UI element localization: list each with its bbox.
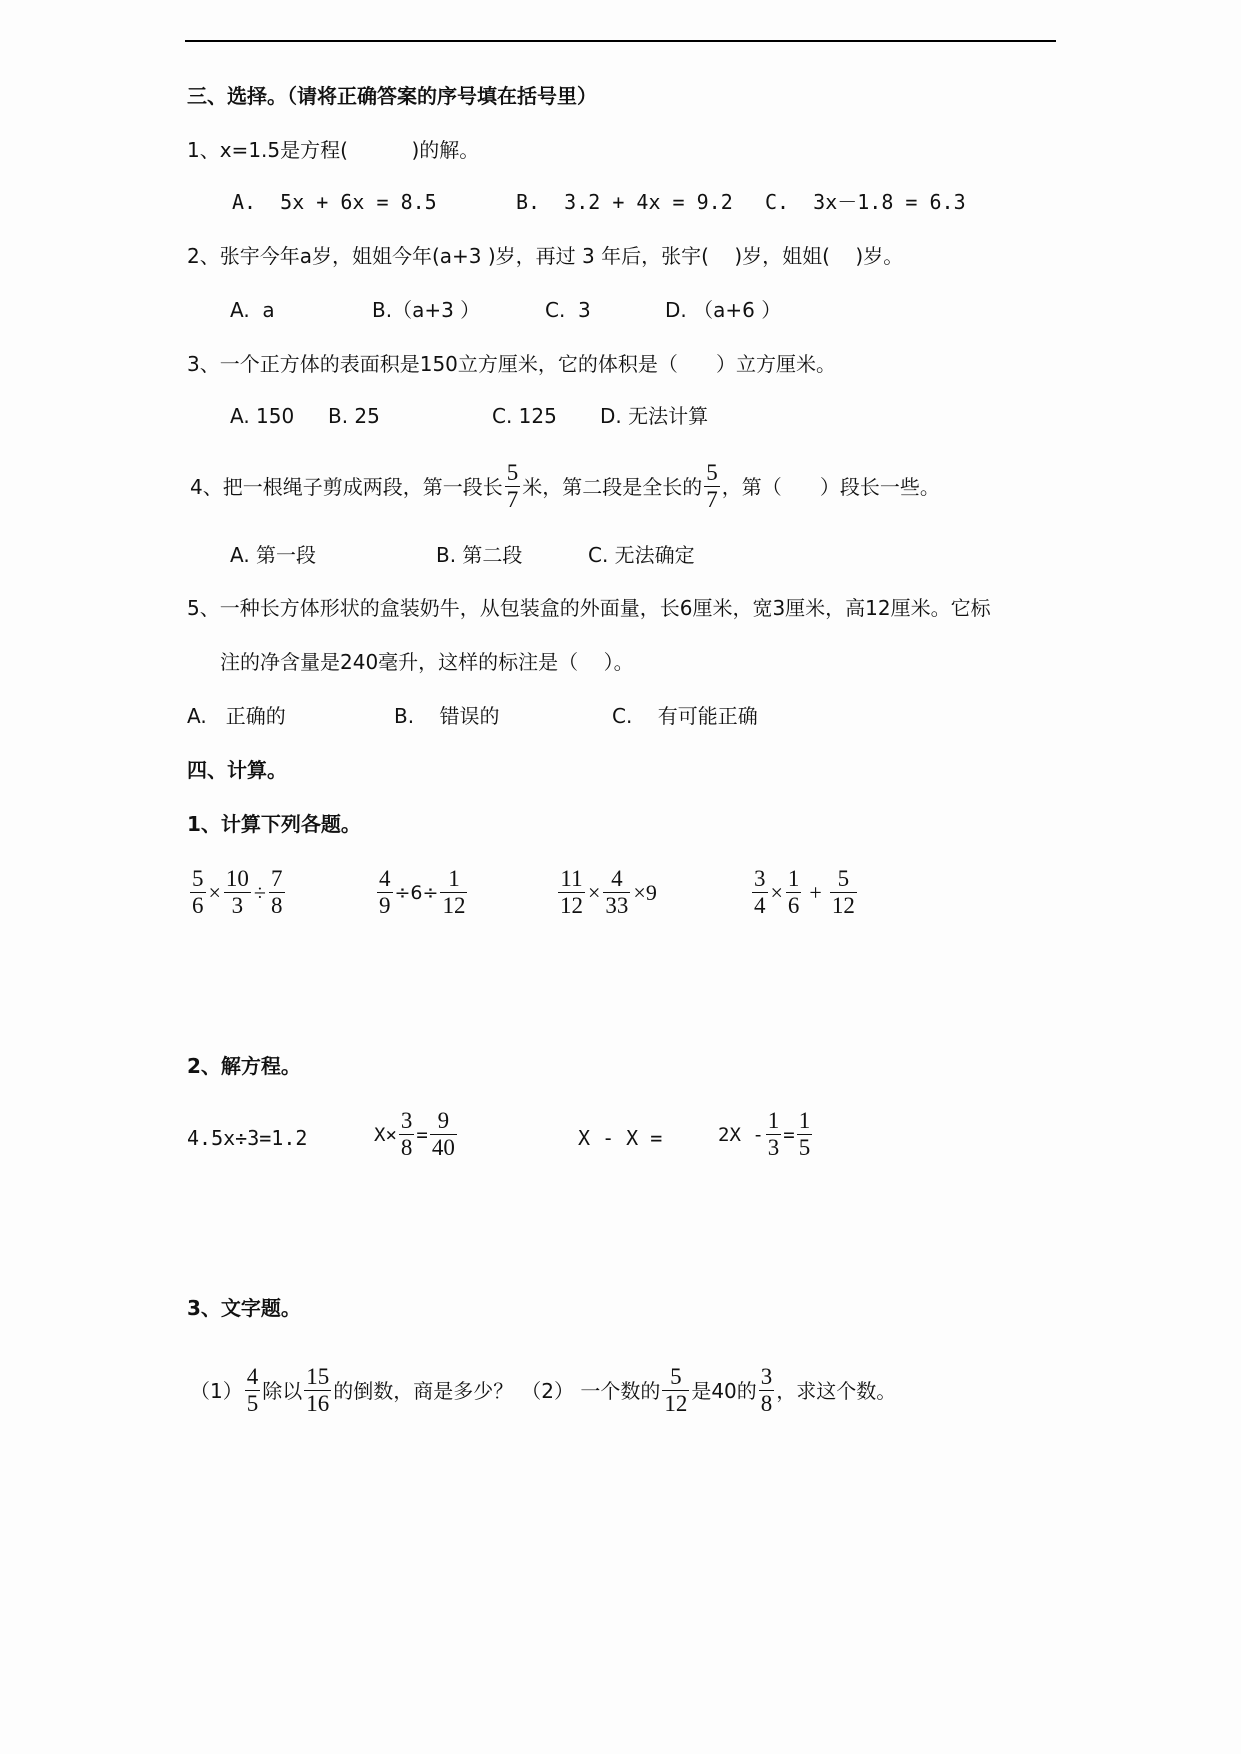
q3-option-c: C. 125 — [492, 404, 557, 428]
word-problem-1-fraction-1: $\frac{4}{5}$ — [246, 1364, 259, 1416]
q2-option-b: B.（a+3 ） — [372, 298, 481, 322]
q2-text: 2、张宇今年a岁，姐姐今年(a+3 )岁，再过 3 年后，张宇( )岁，姐姐( )岁。 — [187, 244, 904, 268]
equation-3: X - X = — [578, 1126, 663, 1150]
q3-option-a: A. 150 — [230, 404, 295, 428]
q4-text — [190, 460, 940, 513]
q4-option-a: A. 第一段 — [230, 543, 317, 567]
q5-line1: 5、一种长方体形状的盒装奶牛，从包装盒的外面量，长6厘米，宽3厘米，高12厘米。它标 — [187, 596, 991, 620]
calc-expression-3: $\frac{11}{12}$ × $\frac{4}{33}$ ×9 — [560, 866, 657, 918]
q1-text: 1、x=1.5是方程( )的解。 — [187, 138, 480, 162]
q4-middle: 米，第二段是全长的 — [522, 474, 703, 499]
word-problem-1-label: （1） — [190, 1378, 243, 1403]
q5-option-a: A. 正确的 — [187, 704, 286, 728]
part1-heading: 1、计算下列各题。 — [187, 812, 361, 836]
calc-expression-1: $\frac{5}{6}$ × $\frac{10}{3}$ ÷ $\frac{7}{8}$ — [192, 866, 283, 918]
section4-heading: 四、计算。 — [187, 758, 287, 782]
q1-option-c: C. 3x－1.8 = 6.3 — [765, 190, 966, 214]
part3-heading: 3、文字题。 — [187, 1296, 301, 1320]
word-problem-2-label: （2） 一个数的 — [521, 1378, 661, 1403]
calc-expression-2: $\frac{4}{9}$ ÷6÷ $\frac{1}{12}$ — [379, 866, 466, 918]
q1-option-a: A. 5x + 6x = 8.5 — [232, 190, 437, 214]
equation-4: 2X - $\frac{1}{3}$ = $\frac{1}{5}$ — [718, 1108, 811, 1160]
q3-option-d: D. 无法计算 — [600, 404, 709, 428]
header-rule — [185, 40, 1056, 42]
section3-heading: 三、选择。（请将正确答案的序号填在括号里） — [187, 84, 597, 108]
q4-fraction-1: $\frac{5}{7}$ — [506, 460, 519, 512]
q2-option-d: D. （a+6 ） — [665, 298, 782, 322]
q4-option-c: C. 无法确定 — [588, 543, 695, 567]
equation-2: X× $\frac{3}{8}$ = $\frac{9}{40}$ — [374, 1108, 455, 1160]
q2-option-c: C. 3 — [545, 298, 591, 322]
q5-option-c: C. 有可能正确 — [612, 704, 758, 728]
part2-heading: 2、解方程。 — [187, 1054, 301, 1078]
q4-option-b: B. 第二段 — [436, 543, 523, 567]
word-problem-1-fraction-2: $\frac{15}{16}$ — [306, 1364, 330, 1416]
q1-option-b: B. 3.2 + 4x = 9.2 — [516, 190, 733, 214]
q4-fraction-2: $\frac{5}{7}$ — [706, 460, 718, 512]
word-problems: （1） $\frac{4}{5}$ 除以 $\frac{15}{16}$ 的倒数，商是多少？ （2） 一个数的 $\frac{5}{12}$ 是40的 $\frac{3}{8}$ ，求这个数。 — [190, 1364, 897, 1416]
q3-option-b: B. 25 — [328, 404, 380, 428]
q5-line2: 注的净含量是240毫升，这样的标注是（ ）。 — [220, 650, 634, 674]
word-problem-2-fraction-2: $\frac{3}{8}$ — [760, 1364, 773, 1416]
q3-text: 3、一个正方体的表面积是150立方厘米，它的体积是（ ）立方厘米。 — [187, 352, 837, 376]
q4-prefix: 4、把一根绳子剪成两段，第一段长 — [190, 474, 503, 499]
equation-1: 4.5x÷3=1.2 — [187, 1126, 308, 1150]
q5-option-b: B. 错误的 — [394, 704, 500, 728]
word-problem-2-fraction-1: $\frac{5}{12}$ — [664, 1364, 688, 1416]
calc-expression-4: $\frac{3}{4}$ × $\frac{1}{6}$ + $\frac{5}{12}$ — [754, 866, 855, 918]
q2-option-a: A. a — [230, 298, 275, 322]
q4-suffix: ，第（ ）段长一些。 — [721, 474, 940, 499]
